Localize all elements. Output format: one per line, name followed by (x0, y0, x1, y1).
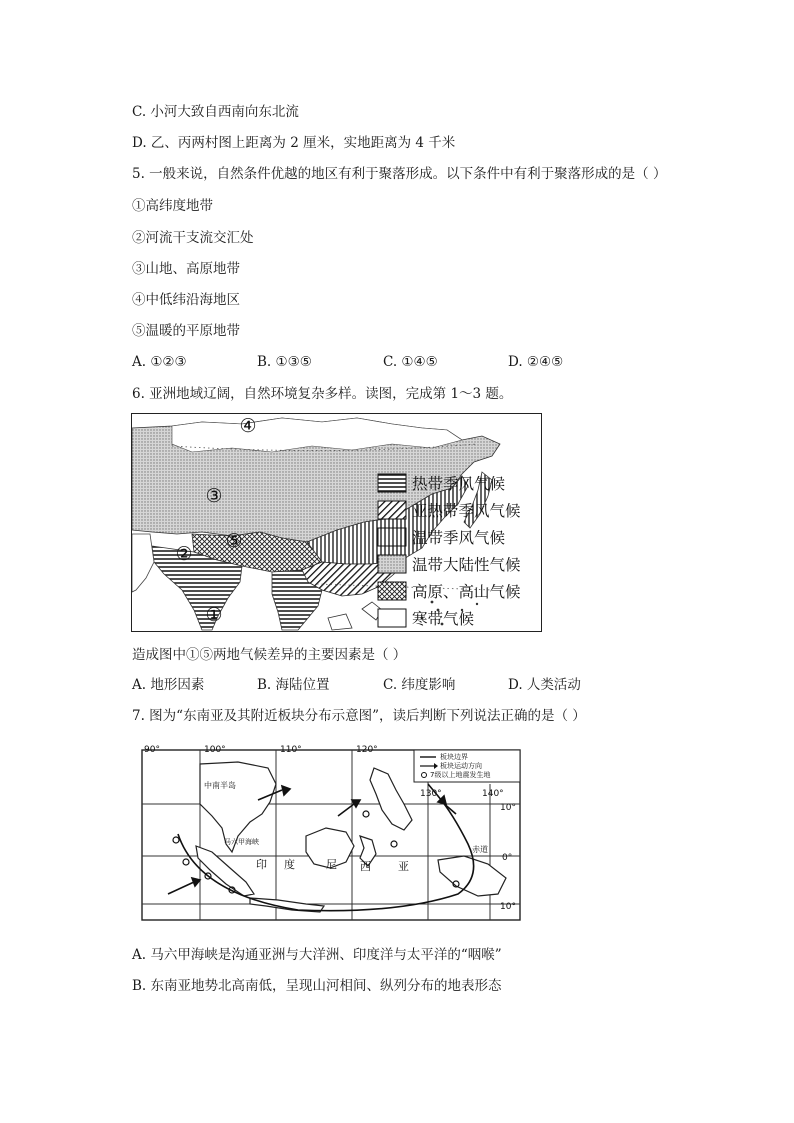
q4-option-d: D. 乙、丙两村图上距离为 2 厘米，实地距离为 4 千米 (132, 135, 456, 151)
label-indonesia-4: 西 (360, 860, 371, 873)
q6-option-d[interactable]: D. 人类活动 (508, 677, 581, 693)
q6-option-c[interactable]: C. 纬度影响 (383, 677, 456, 693)
q5-option-a[interactable]: A. ①②③ (132, 354, 187, 370)
q5-stem: 5. 一般来说，自然条件优越的地区有利于聚落形成。以下条件中有利于聚落形成的是（ ） (132, 166, 667, 182)
label-malacca: 马六甲海峡 (224, 838, 259, 846)
label-indonesia-1: 印 (256, 858, 267, 871)
q5-item-1: ①高纬度地带 (132, 198, 213, 214)
lon-140: 140° (482, 789, 504, 799)
legend-temperate-monsoon: 温带季风气候 (412, 529, 506, 547)
legend-plateau: 高原、高山气候 (412, 583, 521, 601)
marker-1: ① (205, 604, 223, 626)
legend-earthquake: 7级以上地震发生地 (430, 771, 491, 779)
q6-option-a[interactable]: A. 地形因素 (132, 677, 205, 693)
lon-110: 110° (280, 745, 302, 755)
legend-plate-boundary: 板块边界 (440, 753, 468, 761)
lon-90: 90° (144, 745, 160, 755)
q6-option-b[interactable]: B. 海陆位置 (257, 677, 330, 693)
q5-option-d[interactable]: D. ②④⑤ (508, 354, 564, 370)
label-indochina: 中南半岛 (204, 781, 236, 790)
q5-item-4: ④中低纬沿海地区 (132, 292, 240, 308)
marker-3: ③ (205, 485, 223, 507)
q4-option-c: C. 小河大致自西南向东北流 (132, 104, 299, 120)
q7-option-a[interactable]: A. 马六甲海峡是沟通亚洲与大洋洲、印度洋与太平洋的“咽喉” (132, 947, 502, 963)
lat-10s: 10° (500, 902, 516, 912)
label-indonesia-5: 亚 (398, 860, 409, 873)
q6-intro: 6. 亚洲地域辽阔，自然环境复杂多样。读图，完成第 1～3 题。 (132, 386, 513, 402)
legend-plate-motion: 板块运动方向 (440, 762, 482, 770)
legend-tropical-monsoon: 热带季风气候 (412, 475, 506, 493)
lat-10n: 10° (500, 803, 516, 813)
legend-cold: 寒带气候 (412, 610, 475, 628)
lat-0: 0° (502, 853, 513, 863)
q5-item-3: ③山地、高原地带 (132, 261, 240, 277)
label-indonesia-2: 度 (284, 858, 295, 871)
marker-2: ② (175, 543, 193, 565)
legend-subtropical-monsoon: 亚热带季风气候 (412, 502, 521, 520)
q5-item-5: ⑤温暖的平原地带 (132, 323, 240, 339)
marker-5: ⑤ (225, 530, 243, 552)
lon-120: 120° (356, 745, 378, 755)
q5-option-b[interactable]: B. ①③⑤ (257, 354, 312, 370)
q6-stem: 造成图中①⑤两地气候差异的主要因素是（ ） (132, 647, 407, 663)
asia-climate-map (131, 413, 542, 632)
lon-100: 100° (204, 745, 226, 755)
q7-option-b[interactable]: B. 东南亚地势北高南低，呈现山河相间、纵列分布的地表形态 (132, 978, 502, 994)
q5-item-2: ②河流干支流交汇处 (132, 230, 254, 246)
q5-options (132, 353, 692, 371)
lon-130: 130° (420, 789, 442, 799)
q6-options (132, 676, 692, 694)
sea-map-legend (414, 750, 520, 782)
label-equator: 赤道 (472, 845, 488, 854)
legend-temperate-continental: 温带大陆性气候 (412, 556, 521, 574)
q7-stem: 7. 图为“东南亚及其附近板块分布示意图”，读后判断下列说法正确的是（ ） (132, 708, 586, 724)
label-indonesia-3: 尼 (326, 858, 337, 871)
marker-4: ④ (239, 415, 257, 437)
q5-option-c[interactable]: C. ①④⑤ (383, 354, 438, 370)
southeast-asia-plate-map (138, 744, 526, 924)
